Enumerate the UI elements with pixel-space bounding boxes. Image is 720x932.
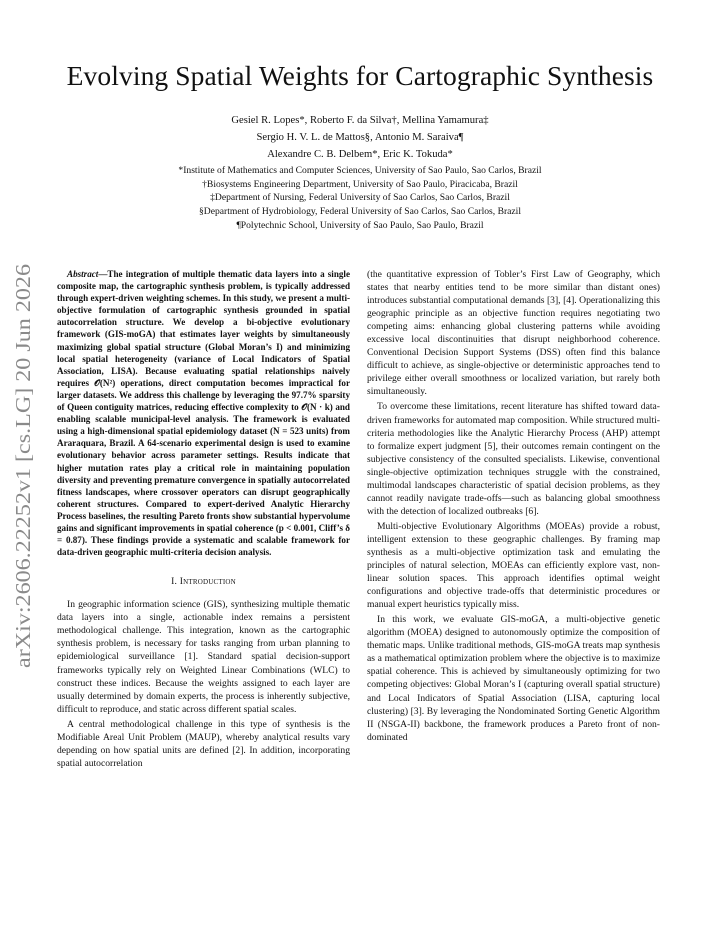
- affiliation-line: *Institute of Mathematics and Computer Sciences, University of Sao Paulo, Sao Carlos, Brazil: [178, 165, 542, 176]
- body-paragraph: To overcome these limitations, recent literature has shifted toward data-driven frameworks for automated map composition. While structured multi-criteria methodologies like the Analytic Hierarchy Process (AHP) attempt to formalize expert judgment [5], their outcomes remain contingent on the subjective consistency of the consulted specialists. Likewise, conventional single-objective optimization techniques struggle with the constrained, multimodal landscapes characteristic of spatial decision problems, as they cannot readily navigate trade-offs—such as balancing global smoothness with the detection of localized outbreaks [6].: [367, 401, 660, 517]
- paper-title: Evolving Spatial Weights for Cartographic Synthesis: [66, 60, 654, 91]
- right-column: [367, 268, 660, 746]
- affiliation-line: †Biosystems Engineering Department, University of Sao Paulo, Piracicaba, Brazil: [202, 178, 518, 190]
- affiliation-line: §Department of Hydrobiology, Federal University of Sao Carlos, Sao Carlos, Brazil: [198, 206, 522, 218]
- section-title: Introduction: [179, 576, 236, 588]
- abstract-label: Abstract: [67, 269, 99, 279]
- author-list: [0, 112, 720, 163]
- affiliation-line: ¶Polytechnic School, University of Sao Paulo, Sao Paulo, Brazil: [236, 219, 484, 231]
- body-paragraph: Multi-objective Evolutionary Algorithms (MOEAs) provide a robust, intelligent extension to these geographic challenges. By framing map synthesis as a multi-objective optimization task and emulating the principles of natural selection, MOEAs can efficiently explore vast, non-linear solution spaces. This approach identifies optimal weight configurations and objective trade-offs that deterministic procedures or manual expert heuristics typically miss.: [367, 520, 660, 611]
- author-line: Alexandre C. B. Delbem*, Eric K. Tokuda*: [267, 149, 453, 160]
- affiliation-line: ‡Department of Nursing, Federal University of Sao Carlos, Sao Carlos, Brazil: [210, 192, 510, 204]
- section-number: I.: [171, 576, 178, 588]
- body-paragraph: (the quantitative expression of Tobler’s First Law of Geography, which states that nearby entities tend to be more similar than distant ones) introduces substantial computational demands [3], [4]. Operationalizing this geographic principle as an objective function requires negotiating two competing aims: enhancing global clustering patterns while avoiding excessive local discontinuities that disrupt neighborhood coherence. Conventional Decision Support Systems (DSS) often find this balance difficult to achieve, as single-objective or deterministic approaches tend to privilege either overall smoothness or localized variation, but rarely both simultaneously.: [367, 269, 660, 398]
- left-column: [57, 268, 350, 772]
- arxiv-identifier: arXiv:2606.22252v1 [cs.LG] 20 Jun 2026: [11, 315, 35, 668]
- affiliation-list: [0, 164, 720, 233]
- author-line: Gesiel R. Lopes*, Roberto F. da Silva†, Mellina Yamamura‡: [231, 115, 489, 126]
- section-heading: [57, 575, 350, 588]
- author-line: Sergio H. V. L. de Mattos§, Antonio M. Saraiva¶: [256, 132, 464, 143]
- body-paragraph: In this work, we evaluate GIS-moGA, a multi-objective genetic algorithm (MOEA) designed to autonomously optimize the composition of thematic maps. Unlike traditional methods, GIS-moGA treats map synthesis as a mathematical optimization problem where the objective is to maximize spatial coherence. This is achieved by simultaneously optimizing for two competing objectives: Global Moran’s I (capturing overall spatial structure) and Local Indicators of Spatial Association (LISA, capturing local clustering) [3]. By leveraging the Nondominated Sorting Genetic Algorithm II (NSGA-II) backbone, the framework produces a Pareto front of non-dominated: [367, 614, 660, 743]
- abstract-text: —The integration of multiple thematic data layers into a single composite map, the cartographic synthesis problem, is typically addressed through expert-driven weighting schemes. In this study, we present a multi-objective formulation of cartographic synthesis grounded in spatial autocorrelation structure. We develop a bi-objective evolutionary framework (GIS-moGA) that estimates layer weights by simultaneously maximizing global spatial structure (Global Moran’s I) and minimizing local spatial heterogeneity (variance of Local Indicators of Spatial Association, LISA). Because evaluating spatial relationships naively requires 𝒪(N²) operations, direct computation becomes impractical for larger datasets. We address this challenge by leveraging the 97.7% sparsity of Queen contiguity matrices, reducing effective complexity to 𝒪(N · k) and enabling scalable municipal-level analysis. The framework is evaluated using a high-dimensional spatial epidemiology dataset (N = 523 units) from Araraquara, Brazil. A 64-scenario experimental design is used to examine evolutionary behavior across parameter settings. Results indicate that higher mutation rates play a critical role in maintaining population diversity and preventing premature convergence in spatially autocorrelated fitness landscapes, where crossover operators can disrupt geographically coherent structures. Compared to expert-derived Analytic Hierarchy Process baselines, the resulting Pareto fronts show substantial hypervolume gains and significant improvements in spatial coherence (p < 0.001, Cliff’s δ = 0.87). These findings provide a systematic and scalable framework for data-driven geographic multi-criteria decision analysis.: [57, 269, 350, 558]
- arxiv-stamp: [6, 262, 40, 672]
- body-paragraph: A central methodological challenge in this type of synthesis is the Modifiable Areal Unit Problem (MAUP), whereby analytical results vary depending on how spatial units are defined [2]. In addition, incorporating spatial autocorrelation: [57, 718, 350, 769]
- abstract: [57, 268, 350, 558]
- body-paragraph: In geographic information science (GIS), synthesizing multiple thematic data layers into a single, actionable index remains a persistent methodological challenge. This integration, known as the cartographic synthesis problem, is necessary for tasks ranging from urban planning to epidemiological surveillance [1]. Standard spatial decision-support frameworks typically rely on Weighted Linear Combinations (WLC) to construct these indices. Because the weights assigned to each layer are usually determined by domain experts, the process is inherently subjective, difficult to reproduce, and static across different spatial scales.: [57, 599, 350, 715]
